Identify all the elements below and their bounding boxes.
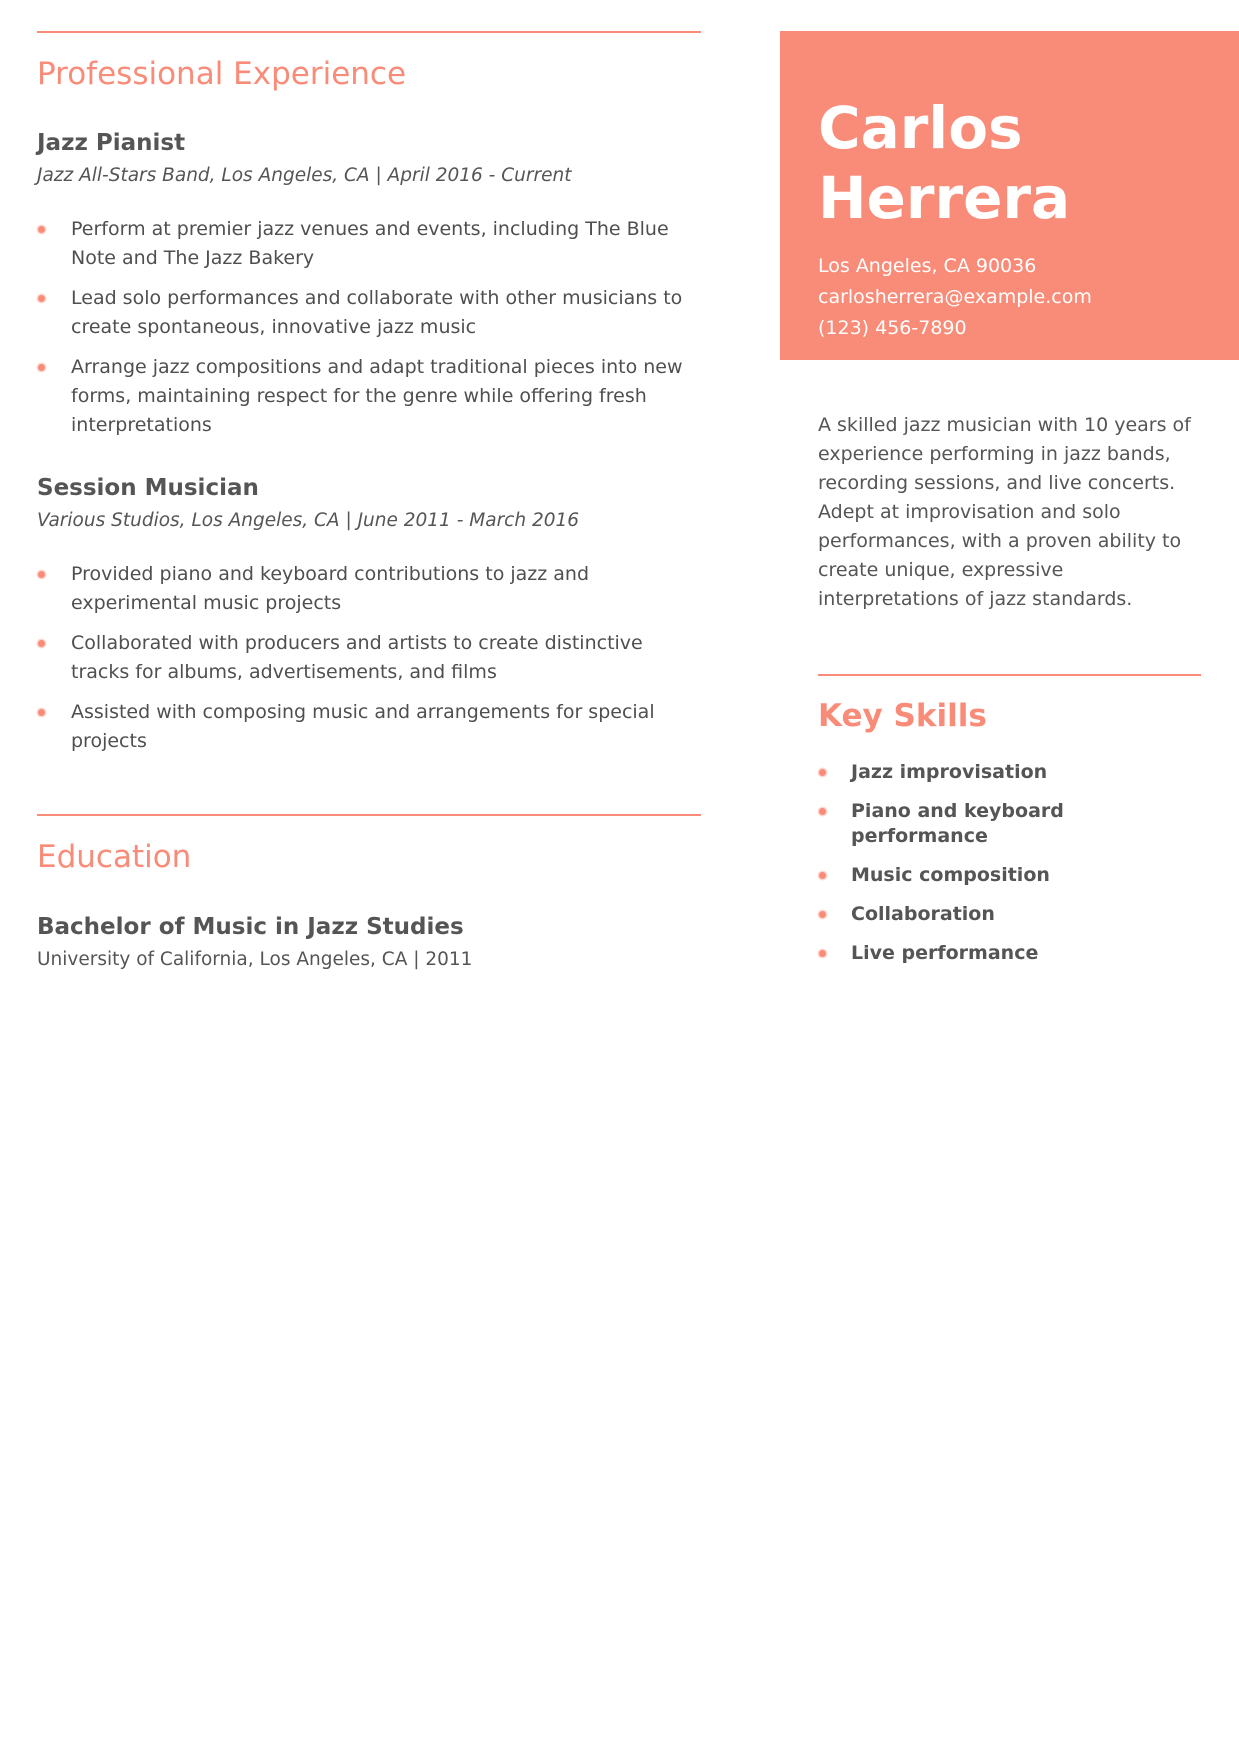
section-divider — [818, 674, 1201, 676]
job-meta: Jazz All-Stars Band, Los Angeles, CA | April 2016 - Current — [37, 165, 572, 186]
contact-info — [818, 251, 1239, 344]
job-entry — [37, 474, 701, 756]
bullet-icon — [819, 911, 826, 918]
name-last: Herrera — [818, 164, 1071, 232]
job-title: Session Musician — [37, 475, 259, 501]
skills-list — [818, 760, 1201, 966]
skill-text: Piano and keyboard performance — [851, 800, 1064, 847]
bullet-icon — [819, 950, 826, 957]
skill-item — [818, 799, 1201, 849]
skill-item — [818, 863, 1201, 888]
bullet-icon — [38, 226, 45, 233]
list-item — [37, 284, 701, 342]
job-bullets — [37, 560, 701, 756]
list-item — [37, 215, 701, 273]
skill-text: Music composition — [851, 864, 1050, 886]
education-heading: Education — [37, 839, 192, 875]
bullet-icon — [819, 769, 826, 776]
bullet-text: Lead solo performances and collaborate with other musicians to create spontaneous, innovative jazz music — [71, 287, 683, 338]
bullet-text: Perform at premier jazz venues and events, including The Blue Note and The Jazz Bakery — [71, 218, 669, 269]
skill-item — [818, 941, 1201, 966]
list-item — [37, 353, 701, 440]
skill-item — [818, 902, 1201, 927]
bullet-icon — [819, 808, 826, 815]
list-item — [37, 698, 701, 756]
skill-text: Live performance — [851, 942, 1039, 964]
list-item — [37, 560, 701, 618]
summary-text: A skilled jazz musician with 10 years of experience performing in jazz bands, recording sessions, and live concerts. Adept at improvisation and solo performances, with a proven ability to create unique, expressive interpretations of jazz standards. — [818, 414, 1191, 610]
skill-item — [818, 760, 1201, 785]
contact-email[interactable]: carlosherrera@example.com — [818, 286, 1092, 308]
job-entry — [37, 129, 701, 440]
contact-phone[interactable]: (123) 456-7890 — [818, 317, 967, 339]
skill-text: Jazz improvisation — [851, 761, 1048, 783]
contact-location: Los Angeles, CA 90036 — [818, 255, 1037, 277]
bullet-icon — [38, 295, 45, 302]
bullet-icon — [38, 640, 45, 647]
experience-heading: Professional Experience — [37, 56, 407, 92]
left-column — [37, 31, 701, 972]
bullet-icon — [38, 709, 45, 716]
bullet-icon — [38, 571, 45, 578]
job-bullets — [37, 215, 701, 440]
skill-text: Collaboration — [851, 903, 995, 925]
degree-title: Bachelor of Music in Jazz Studies — [37, 914, 464, 940]
bullet-text: Arrange jazz compositions and adapt traditional pieces into new forms, maintaining respect for the genre while offering fresh interpretations — [71, 356, 683, 436]
bullet-icon — [819, 872, 826, 879]
bullet-text: Provided piano and keyboard contributions to jazz and experimental music projects — [71, 563, 590, 614]
right-column — [818, 411, 1201, 980]
skills-heading: Key Skills — [818, 698, 987, 734]
list-item — [37, 629, 701, 687]
education-section — [37, 814, 701, 972]
bullet-text: Assisted with composing music and arrangements for special projects — [71, 701, 655, 752]
bullet-icon — [38, 364, 45, 371]
job-title: Jazz Pianist — [37, 130, 186, 156]
name-first: Carlos — [818, 94, 1023, 162]
degree-meta: University of California, Los Angeles, CA | 2011 — [37, 949, 473, 970]
section-divider — [37, 31, 701, 33]
name-header — [780, 31, 1239, 360]
bullet-text: Collaborated with producers and artists to create distinctive tracks for albums, advertisements, and films — [71, 632, 643, 683]
section-divider — [37, 814, 701, 816]
job-meta: Various Studios, Los Angeles, CA | June 2011 - March 2016 — [37, 510, 580, 531]
